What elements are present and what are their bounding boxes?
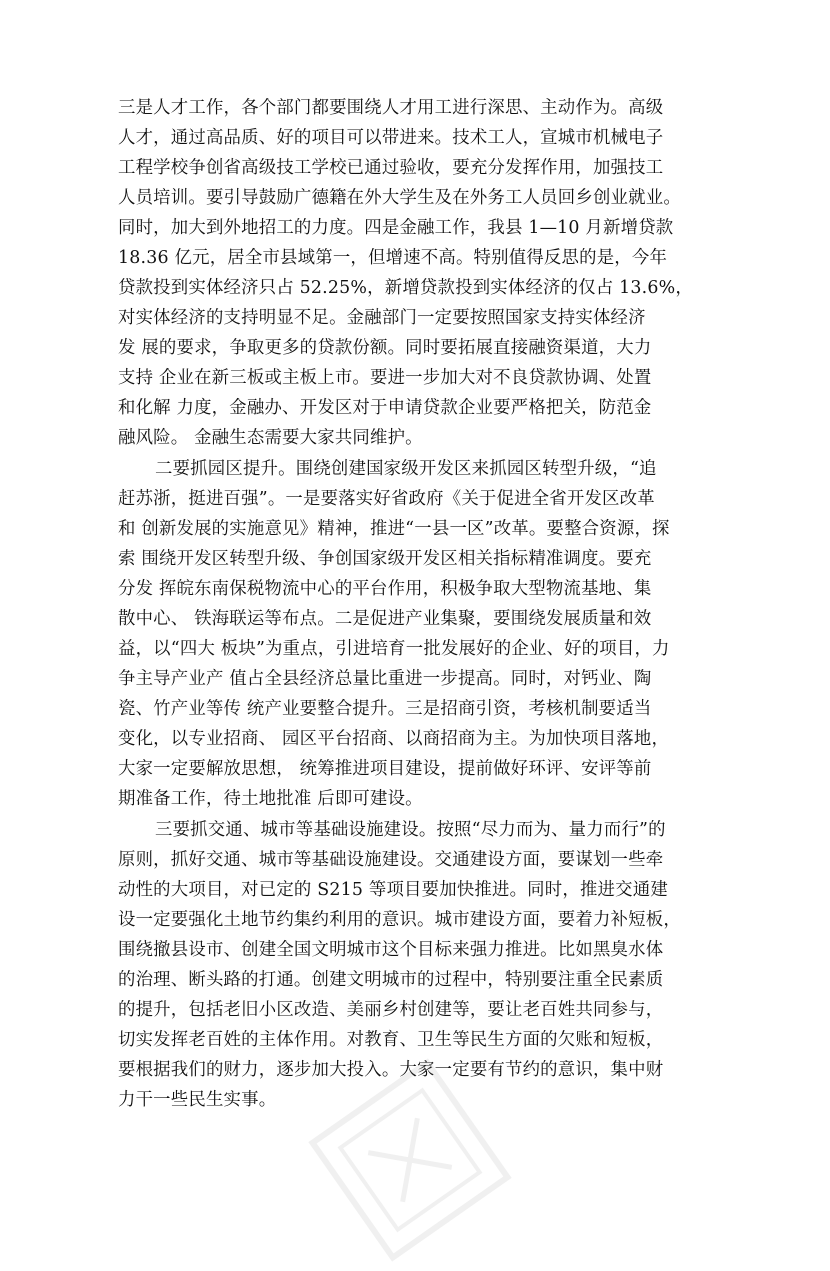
text-line: 分发 挥皖东南保税物流中心的平台作用，积极争取大型物流基地、集	[118, 579, 652, 599]
text-line: 期准备工作，待土地批准 后即可建设。	[118, 789, 423, 809]
text-line: 瓷、竹产业等传 统产业要整合提升。三是招商引资，考核机制要适当	[118, 699, 652, 719]
text-line: 贷款投到实体经济只占 52.25%，新增贷款投到实体经济的仅占 13.6%，	[118, 278, 693, 298]
text-line: 力干一些民生实事。	[118, 1090, 277, 1110]
text-line: 人员培训。要引导鼓励广德籍在外大学生及在外务工人员回乡创业就业。	[118, 188, 681, 208]
paragraph-first-line: 二要抓园区提升。围绕创建国家级开发区来抓园区转型升级，“追	[155, 459, 657, 479]
text-line: 支持 企业在新三板或主板上市。要进一步加大对不良贷款协调、处置	[118, 368, 652, 388]
text-line: 益，以“四大 板块”为重点，引进培育一批发展好的企业、好的项目，力	[118, 639, 670, 659]
text-line: 变化，以专业招商、 园区平台招商、以商招商为主。为加快项目落地，	[118, 729, 670, 749]
text-line: 原则，抓好交通、城市等基础设施建设。交通建设方面，要谋划一些牵	[118, 850, 664, 870]
text-line: 发 展的要求，争取更多的贷款份额。同时要拓展直接融资渠道，大力	[118, 338, 652, 358]
text-line: 切实发挥老百姓的主体作用。对教育、卫生等民生方面的欠账和短板，	[118, 1030, 664, 1050]
text-line: 和化解 力度，金融办、开发区对于申请贷款企业要严格把关，防范金	[118, 398, 652, 418]
text-line: 动性的大项目，对已定的 S215 等项目要加快推进。同时，推进交通建	[118, 880, 668, 900]
text-line: 18.36 亿元，居全市县域第一，但增速不高。特别值得反思的是，今年	[118, 248, 668, 268]
text-line: 围绕撤县设市、创建全国文明城市这个目标来强力推进。比如黑臭水体	[118, 940, 664, 960]
text-line: 和 创新发展的实施意见》精神，推进“一县一区”改革。要整合资源，探	[118, 519, 670, 539]
text-line: 索 围绕开发区转型升级、争创国家级开发区相关指标精准调度。要充	[118, 549, 652, 569]
text-line: 融风险。 金融生态需要大家共同维护。	[118, 428, 423, 448]
text-line: 工程学校争创省高级技工学校已通过验收，要充分发挥作用，加强技工	[118, 158, 664, 178]
text-line: 人才，通过高品质、好的项目可以带进来。技术工人，宣城市机械电子	[118, 128, 664, 148]
text-line: 散中心、 铁海联运等布点。二是促进产业集聚，要围绕发展质量和效	[118, 609, 652, 629]
text-line: 同时，加大到外地招工的力度。四是金融工作，我县 1—10 月新增贷款	[118, 218, 674, 238]
text-line: 要根据我们的财力，逐步加大投入。大家一定要有节约的意识，集中财	[118, 1060, 664, 1080]
text-line: 赶苏浙，挺进百强”。一是要落实好省政府《关于促进全省开发区改革	[118, 489, 655, 509]
text-line: 大家一定要解放思想， 统筹推进项目建设，提前做好环评、安评等前	[118, 759, 652, 779]
text-line: 的治理、断头路的打通。创建文明城市的过程中，特别要注重全民素质	[118, 970, 664, 990]
text-line: 设一定要强化土地节约集约利用的意识。城市建设方面，要着力补短板，	[118, 910, 681, 930]
paragraph-first-line: 三要抓交通、城市等基础设施建设。按照“尽力而为、量力而行”的	[155, 820, 666, 840]
text-line: 对实体经济的支持明显不足。金融部门一定要按照国家支持实体经济	[118, 308, 646, 328]
text-line: 争主导产业产 值占全县经济总量比重进一步提高。同时，对钙业、陶	[118, 669, 652, 689]
text-line: 三是人才工作，各个部门都要围绕人才用工进行深思、主动作为。高级	[118, 98, 664, 118]
text-line: 的提升，包括老旧小区改造、美丽乡村创建等，要让老百姓共同参与，	[118, 1000, 664, 1020]
